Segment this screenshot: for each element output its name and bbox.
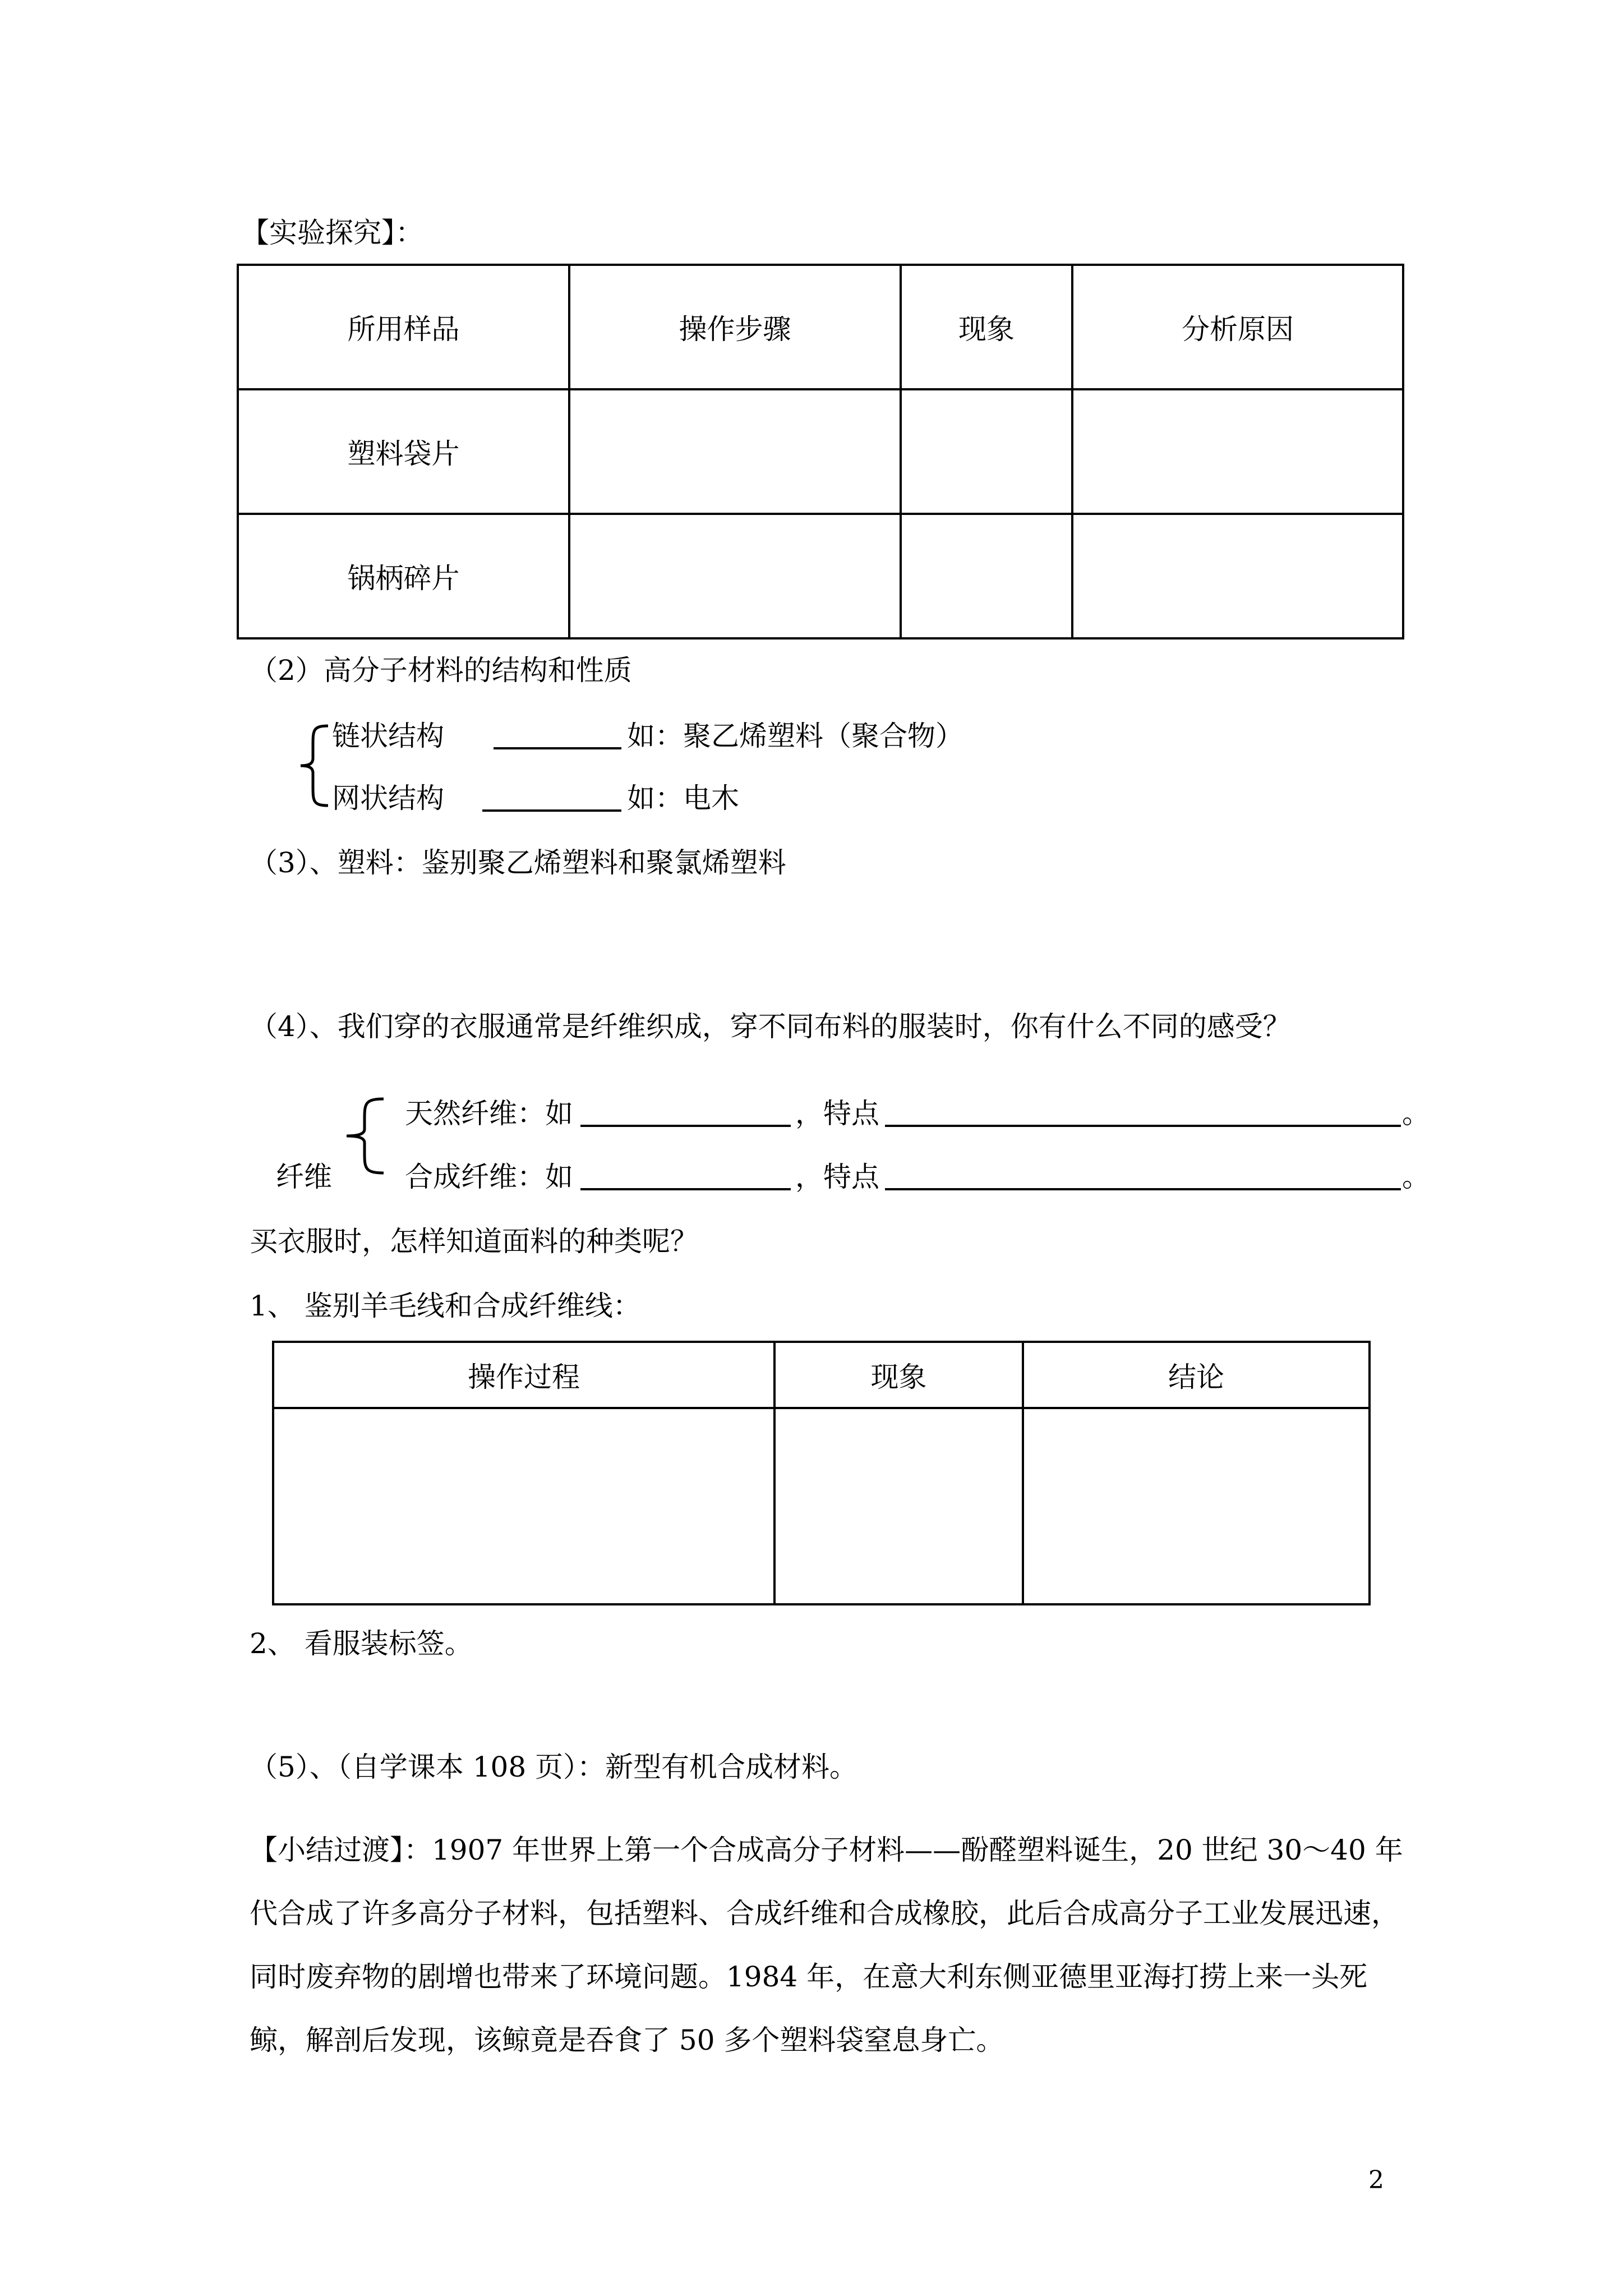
natural-feature-label: ，特点 [795, 1097, 879, 1130]
blank-line-chain[interactable] [494, 747, 621, 749]
sub-1-heading: 1、 鉴别羊毛线和合成纤维线： [250, 1290, 641, 1322]
table-cell-blank[interactable] [569, 514, 901, 638]
table-cell-blank[interactable] [1072, 514, 1403, 638]
chain-structure-label: 链状结构 [332, 720, 444, 752]
table-header-cell: 现象 [901, 265, 1072, 389]
item-4-heading: （4）、我们穿的衣服通常是纤维织成，穿不同布料的服装时，你有什么不同的感受？ [250, 1010, 1291, 1043]
fiber-label: 纤维 [276, 1161, 332, 1193]
table-header-cell: 分析原因 [1072, 265, 1403, 389]
clothing-question: 买衣服时，怎样知道面料的种类呢？ [250, 1225, 698, 1258]
table-header-cell: 操作步骤 [569, 265, 901, 389]
table-cell-sample: 锅柄碎片 [238, 514, 569, 638]
synthetic-feature-label: ，特点 [795, 1161, 879, 1193]
table-cell-blank[interactable] [569, 389, 901, 514]
end-mark: 。 [1402, 1097, 1430, 1130]
item-5-heading: （5）、（自学课本 108 页）：新型有机合成材料。 [250, 1751, 858, 1783]
table-row [273, 1408, 1370, 1604]
table-header-cell: 操作过程 [273, 1342, 774, 1408]
summary-line: 同时废弃物的剧增也带来了环境问题。1984 年，在意大利东侧亚德里亚海打捞上来一头死 [250, 1961, 1368, 1993]
table-cell-blank[interactable] [901, 389, 1072, 514]
end-mark: 。 [1402, 1161, 1430, 1193]
chain-structure-example: 如：聚乙烯塑料（聚合物） [627, 720, 963, 752]
table-header-cell: 现象 [774, 1342, 1023, 1408]
blank-line-network[interactable] [482, 809, 621, 812]
table-cell-blank[interactable] [774, 1408, 1023, 1604]
brace-structure [297, 724, 331, 808]
table-header-cell: 所用样品 [238, 265, 569, 389]
summary-line: 代合成了许多高分子材料，包括塑料、合成纤维和合成橡胶，此后合成高分子工业发展迅速， [250, 1897, 1399, 1930]
table-cell-blank[interactable] [1023, 1408, 1370, 1604]
blank-line-synthetic-feature[interactable] [885, 1188, 1401, 1190]
network-structure-example: 如：电木 [627, 782, 739, 815]
table-header-cell: 结论 [1023, 1342, 1370, 1408]
blank-line-natural-example[interactable] [580, 1125, 791, 1127]
synthetic-fiber-label: 合成纤维：如 [405, 1161, 573, 1193]
blank-line-synthetic-example[interactable] [580, 1188, 791, 1190]
summary-line: 鲸，解剖后发现，该鲸竟是吞食了 50 多个塑料袋窒息身亡。 [250, 2024, 1004, 2056]
item-3-heading: （3）、塑料：鉴别聚乙烯塑料和聚氯烯塑料 [250, 846, 786, 879]
table-cell-blank[interactable] [273, 1408, 774, 1604]
network-structure-label: 网状结构 [332, 782, 444, 815]
identify-fiber-table [272, 1341, 1371, 1605]
section-heading-experiment: 【实验探究】： [241, 217, 423, 249]
experiment-table [237, 264, 1404, 639]
brace-fiber [342, 1097, 387, 1175]
table-row [238, 389, 1403, 514]
blank-line-natural-feature[interactable] [885, 1125, 1401, 1127]
natural-fiber-label: 天然纤维：如 [405, 1097, 573, 1130]
table-header-row [273, 1342, 1370, 1408]
sub-2-heading: 2、 看服装标签。 [250, 1627, 473, 1660]
table-header-row [238, 265, 1403, 389]
page-number: 2 [1368, 2166, 1384, 2194]
item-2-heading: （2）高分子材料的结构和性质 [250, 654, 632, 687]
table-row [238, 514, 1403, 638]
summary-line: 【小结过渡】：1907 年世界上第一个合成高分子材料——酚醛塑料诞生，20 世纪 30～40 年 [250, 1834, 1403, 1866]
table-cell-blank[interactable] [901, 514, 1072, 638]
table-cell-sample: 塑料袋片 [238, 389, 569, 514]
table-cell-blank[interactable] [1072, 389, 1403, 514]
